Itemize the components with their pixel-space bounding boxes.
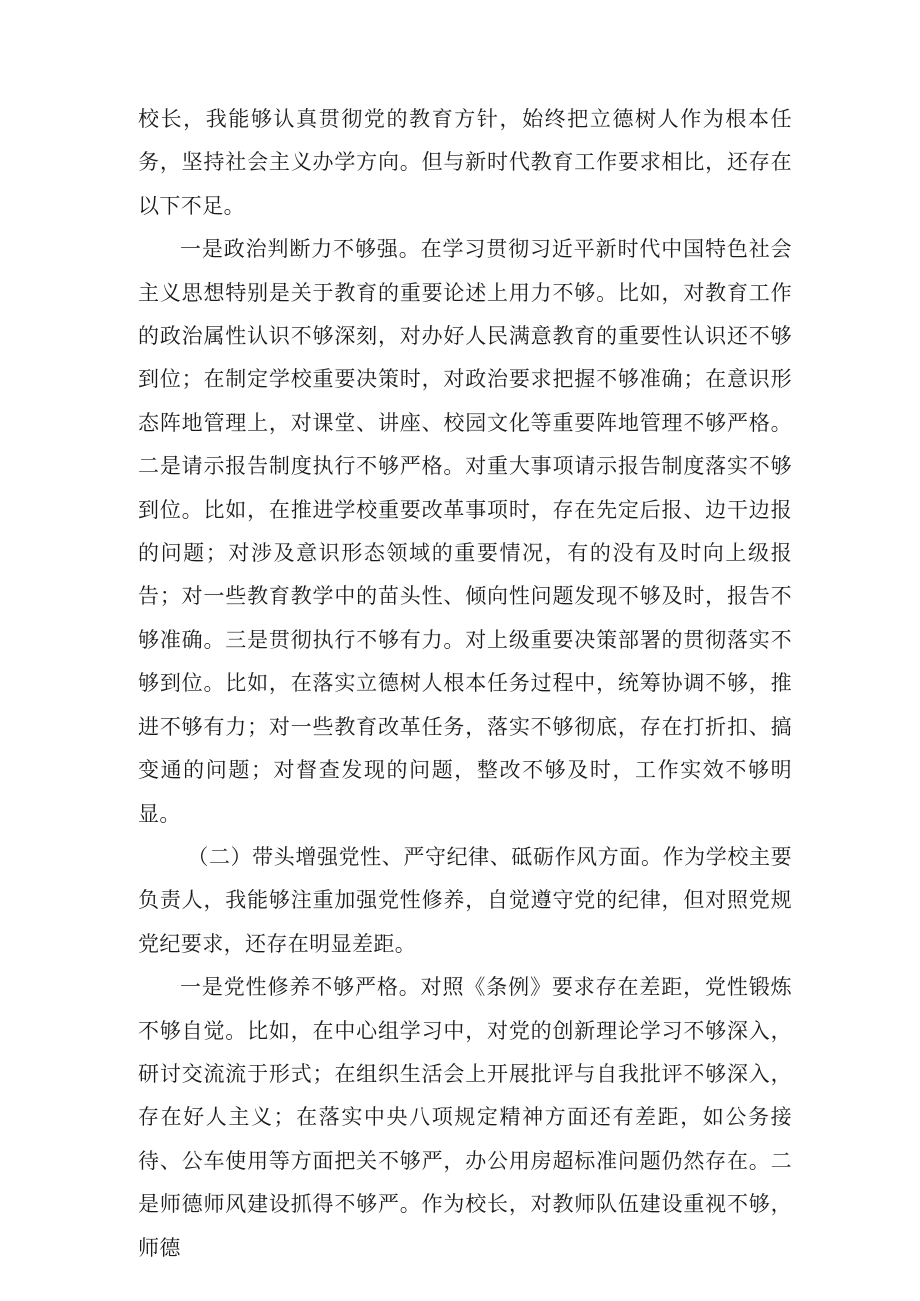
paragraph-party-spirit: 一是党性修养不够严格。对照《条例》要求存在差距，党性锻炼不够自觉。比如，在中心组学习中，对党的创新理论学习不够深入，研讨交流流于形式；在组织生活会上开展批评与自我批评不够深入，存在好人主义；在落实中央八项规定精神方面还有差距，如公务接待、公车使用等方面把关不够严，办公用房超标准问题仍然存在。二是师德师风建设抓得不够严。作为校长，对教师队伍建设重视不够，师德 (138, 975, 792, 1260)
paragraph-section-two-heading: （二）带头增强党性、严守纪律、砥砺作风方面。作为学校主要负责人，我能够注重加强党性修养，自觉遵守党的纪律，但对照党规党纪要求，还存在明显差距。 (138, 844, 792, 956)
paragraph-continuation: 校长，我能够认真贯彻党的教育方针，始终把立德树人作为根本任务，坚持社会主义办学方向。但与新时代教育工作要求相比，还存在以下不足。 (138, 107, 792, 218)
paragraph-political-judgment: 一是政治判断力不够强。在学习贯彻习近平新时代中国特色社会主义思想特别是关于教育的重要论述上用力不够。比如，对教育工作的政治属性认识不够深刻，对办好人民满意教育的重要性认识还不够到位；在制定学校重要决策时，对政治要求把握不够准确；在意识形态阵地管理上，对课堂、讲座、校园文化等重要阵地管理不够严格。二是请示报告制度执行不够严格。对重大事项请示报告制度落实不够到位。比如，在推进学校重要改革事项时，存在先定后报、边干边报的问题；对涉及意识形态领域的重要情况，有的没有及时向上级报告；对一些教育教学中的苗头性、倾向性问题发现不够及时，报告不够准确。三是贯彻执行不够有力。对上级重要决策部署的贯彻落实不够到位。比如，在落实立德树人根本任务过程中，统筹协调不够，推进不够有力；对一些教育改革任务，落实不够彻底，存在打折扣、搞变通的问题；对督查发现的问题，整改不够及时，工作实效不够明显。 (138, 237, 792, 826)
document-body (138, 98, 792, 1270)
